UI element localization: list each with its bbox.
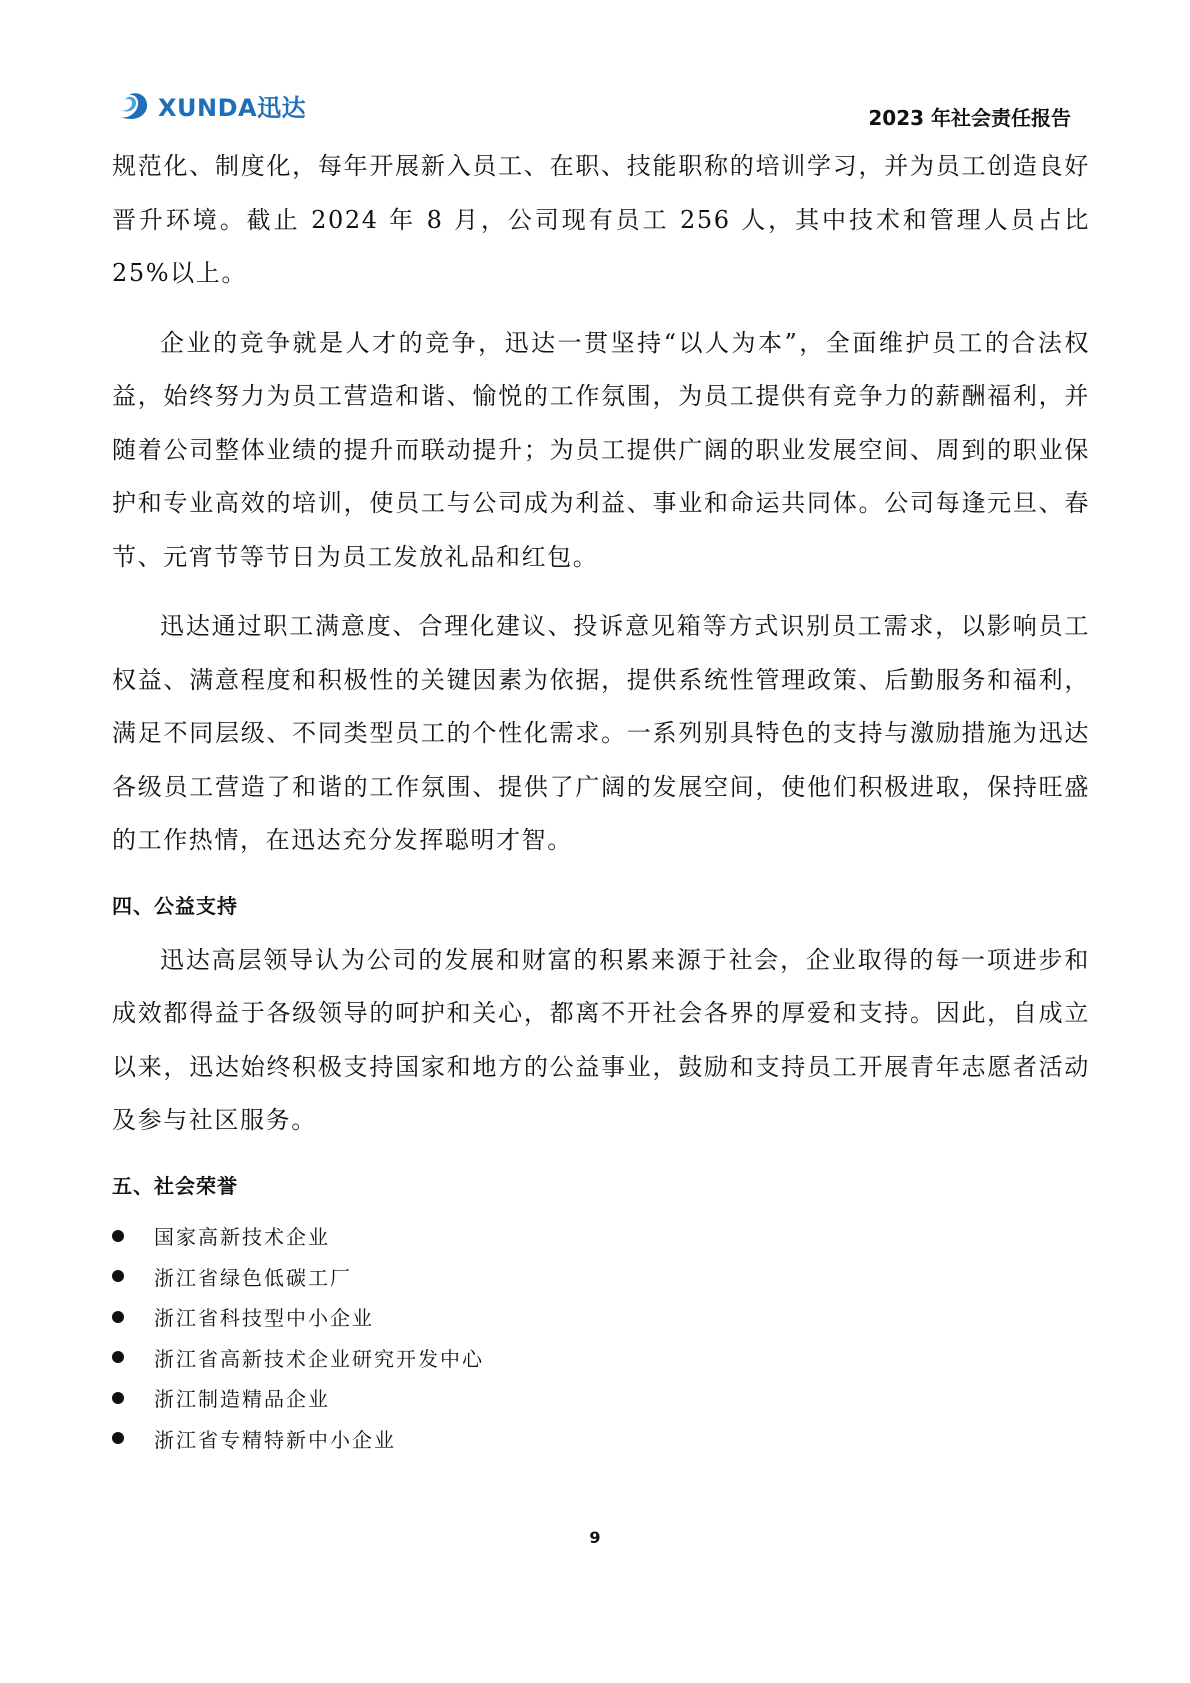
bullet-icon (112, 1392, 124, 1404)
page-header (0, 0, 1190, 140)
bullet-icon (112, 1230, 124, 1242)
report-title: 2023 年社会责任报告 (868, 106, 1071, 130)
section-heading-honors: 五、社会荣誉 (112, 1173, 238, 1198)
list-item (112, 1297, 1090, 1338)
honors-list (112, 1216, 1090, 1459)
honor-label: 浙江省绿色低碳工厂 (154, 1265, 352, 1290)
bullet-icon (112, 1351, 124, 1363)
honor-label: 浙江省专精特新中小企业 (154, 1427, 396, 1452)
bullet-icon (112, 1270, 124, 1282)
page-body (112, 140, 1090, 1459)
honor-label: 浙江制造精品企业 (154, 1387, 330, 1412)
bullet-icon (112, 1311, 124, 1323)
list-item (112, 1337, 1090, 1378)
xunda-logo-mark-icon (116, 89, 154, 123)
list-item (112, 1378, 1090, 1419)
honor-label: 浙江省科技型中小企业 (154, 1306, 374, 1331)
bullet-icon (112, 1432, 124, 1444)
paragraph-training: 规范化、制度化，每年开展新入员工、在职、技能职称的培训学习，并为员工创造良好晋升环境。截止 2024 年 8 月，公司现有员工 256 人，其中技术和管理人员占比 25%以上。 (112, 152, 1090, 287)
xunda-logo (116, 88, 306, 123)
honor-label: 浙江省高新技术企业研究开发中心 (154, 1346, 484, 1371)
honor-label: 国家高新技术企业 (154, 1225, 330, 1250)
paragraph-needs: 迅达通过职工满意度、合理化建议、投诉意见箱等方式识别员工需求，以影响员工权益、满意程度和积极性的关键因素为依据，提供系统性管理政策、后勤服务和福利，满足不同层级、不同类型员工的个性化需求。一系列别具特色的支持与激励措施为迅达各级员工营造了和谐的工作氛围、提供了广阔的发展空间，使他们积极进取，保持旺盛的工作热情，在迅达充分发挥聪明才智。 (112, 612, 1090, 854)
logo-text: XUNDA迅达 (158, 94, 307, 122)
page-number: 9 (589, 1528, 601, 1547)
list-item (112, 1216, 1090, 1257)
list-item (112, 1418, 1090, 1459)
section-heading-public-welfare: 四、公益支持 (112, 893, 238, 918)
paragraph-talent: 企业的竞争就是人才的竞争，迅达一贯坚持“以人为本”，全面维护员工的合法权益，始终努力为员工营造和谐、愉悦的工作氛围，为员工提供有竞争力的薪酬福利，并随着公司整体业绩的提升而联动提升；为员工提供广阔的职业发展空间、周到的职业保护和专业高效的培训，使员工与公司成为利益、事业和命运共同体。公司每逢元旦、春节、元宵节等节日为员工发放礼品和红包。 (112, 328, 1090, 571)
list-item (112, 1256, 1090, 1297)
paragraph-public-welfare: 迅达高层领导认为公司的发展和财富的积累来源于社会，企业取得的每一项进步和成效都得益于各级领导的呵护和关心，都离不开社会各界的厚爱和支持。因此，自成立以来，迅达始终积极支持国家和地方的公益事业，鼓励和支持员工开展青年志愿者活动及参与社区服务。 (112, 945, 1090, 1134)
